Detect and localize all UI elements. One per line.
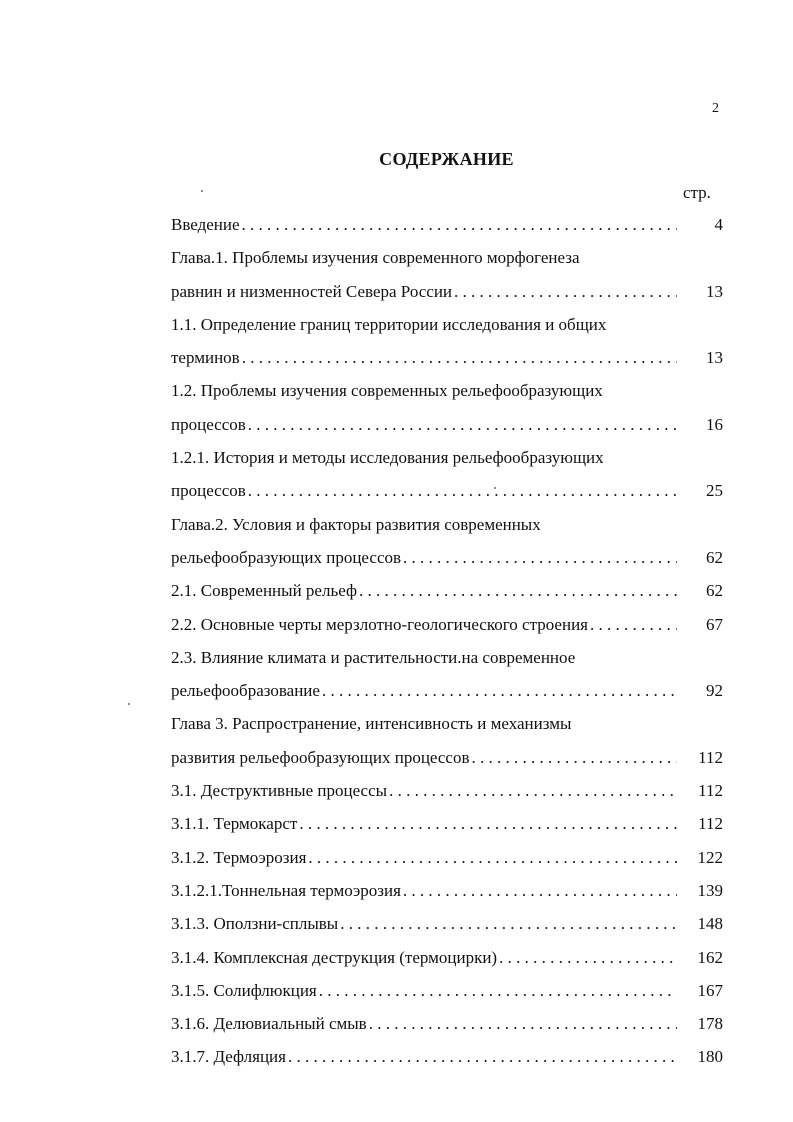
- toc-entry-page: 180: [697, 1047, 723, 1067]
- toc-entry-label: 3.1.2.1.Тоннельная термоэрозия: [171, 880, 401, 900]
- dot-leader: [248, 474, 677, 507]
- dot-leader: [499, 941, 677, 974]
- toc-line: [171, 608, 723, 641]
- toc-entry-page: 67: [706, 614, 723, 634]
- toc-entry-text: Глава.1. Проблемы изучения современного морфогенеза: [171, 248, 580, 268]
- toc-entry-page: 4: [714, 215, 723, 234]
- toc-line: [171, 974, 723, 1007]
- toc-entry-label: развития рельефообразующих процессов: [171, 747, 470, 767]
- toc-entry-label: равнин и низменностей Севера России: [171, 281, 453, 301]
- toc-entry-page: 112: [698, 747, 723, 767]
- toc-entry-page: 178: [697, 1014, 723, 1034]
- toc-line: [171, 508, 723, 541]
- toc-entry-label: 3.1.7. Дефляция: [171, 1047, 286, 1067]
- toc-line: [171, 841, 723, 874]
- toc-line: [171, 275, 723, 308]
- dot-leader: [322, 674, 677, 707]
- toc-entry-page: 148: [697, 914, 723, 934]
- dot-leader: [359, 574, 677, 607]
- toc-line: [171, 208, 723, 241]
- toc-entry-label: 3.1.4. Комплексная деструкция (термоцирки): [171, 947, 498, 967]
- dot-leader: [472, 741, 677, 774]
- toc-line: [171, 941, 723, 974]
- toc-entry-page: 62: [706, 581, 723, 601]
- dot-leader: [454, 275, 677, 308]
- toc-entry-label: 3.1.3. Оползни-сплывы: [171, 914, 339, 934]
- toc-entry-page: 16: [706, 414, 723, 434]
- scan-speck: [494, 487, 496, 489]
- toc-line: [171, 541, 723, 574]
- toc-entry-label: 3.1.2. Термоэрозия: [171, 847, 307, 867]
- dot-leader: [403, 541, 677, 574]
- toc-entry-page: 139: [697, 880, 723, 900]
- dot-leader: [308, 841, 677, 874]
- toc-entry-page: 25: [706, 481, 723, 501]
- scan-speck: [201, 190, 203, 192]
- toc-entry-page: 62: [706, 547, 723, 567]
- dot-leader: [340, 907, 677, 940]
- page-title: СОДЕРЖАНИЕ: [379, 149, 514, 169]
- table-of-contents: [171, 208, 723, 1074]
- toc-line: [171, 741, 723, 774]
- toc-line: [171, 907, 723, 940]
- toc-entry-label: 3.1.1. Термокарст: [171, 814, 298, 834]
- toc-entry-label: 2.2. Основные черты мерзлотно-геологического строения: [171, 614, 588, 634]
- toc-line: [171, 441, 723, 474]
- toc-entry-text: 1.2.1. История и методы исследования рельефообразующих: [171, 448, 604, 468]
- toc-entry-text: Глава.2. Условия и факторы развития современных: [171, 514, 541, 534]
- toc-line: [171, 774, 723, 807]
- toc-entry-text: 2.3. Влияние климата и растительности.на современное: [171, 647, 576, 667]
- toc-entry-text: 1.1. Определение границ территории исследования и общих: [171, 314, 607, 334]
- toc-entry-label: 2.1. Современный рельеф: [171, 581, 357, 601]
- toc-line: [171, 574, 723, 607]
- toc-entry-page: 162: [697, 947, 723, 967]
- toc-entry-label: терминов: [171, 348, 240, 368]
- dot-leader: [299, 807, 677, 840]
- toc-line: [171, 874, 723, 907]
- toc-line: [171, 641, 723, 674]
- dot-leader: [369, 1007, 677, 1040]
- toc-line: [171, 474, 723, 507]
- toc-entry-page: 122: [697, 847, 723, 867]
- dot-leader: [319, 974, 677, 1007]
- toc-entry-label: 3.1. Деструктивные процессы: [171, 781, 388, 801]
- dot-leader: [288, 1040, 677, 1073]
- toc-entry-page: 112: [698, 781, 723, 801]
- scan-speck: [128, 703, 130, 705]
- toc-line: [171, 341, 723, 374]
- toc-entry-page: 13: [706, 281, 723, 301]
- toc-line: [171, 308, 723, 341]
- toc-entry-label: процессов: [171, 481, 246, 501]
- dot-leader: [590, 608, 677, 641]
- toc-entry-label: 3.1.6. Делювиальный смыв: [171, 1014, 367, 1034]
- toc-entry-page: 13: [706, 348, 723, 368]
- dot-leader: [389, 774, 677, 807]
- toc-entry-page: 112: [698, 814, 723, 834]
- dot-leader: [403, 874, 677, 907]
- toc-line: [171, 1007, 723, 1040]
- toc-entry-label: процессов: [171, 414, 246, 434]
- dot-leader: [242, 341, 677, 374]
- toc-entry-label: Введение: [171, 215, 240, 234]
- toc-entry-label: 3.1.5. Солифлюкция: [171, 980, 317, 1000]
- toc-entry-text: Глава 3. Распространение, интенсивность и механизмы: [171, 714, 572, 734]
- page-column-label: стр.: [683, 183, 711, 202]
- toc-entry-page: 92: [706, 681, 723, 701]
- page-number: 2: [712, 101, 719, 116]
- toc-line: [171, 707, 723, 740]
- toc-line: [171, 408, 723, 441]
- toc-entry-label: рельефообразующих процессов: [171, 547, 402, 567]
- toc-entry-text: 1.2. Проблемы изучения современных рельефообразующих: [171, 381, 603, 401]
- dot-leader: [248, 408, 677, 441]
- toc-line: [171, 374, 723, 407]
- toc-line: [171, 1040, 723, 1073]
- toc-entry-page: 167: [697, 980, 723, 1000]
- toc-line: [171, 241, 723, 274]
- toc-entry-label: рельефообразование: [171, 681, 320, 701]
- toc-line: [171, 674, 723, 707]
- toc-line: [171, 807, 723, 840]
- dot-leader: [242, 208, 677, 241]
